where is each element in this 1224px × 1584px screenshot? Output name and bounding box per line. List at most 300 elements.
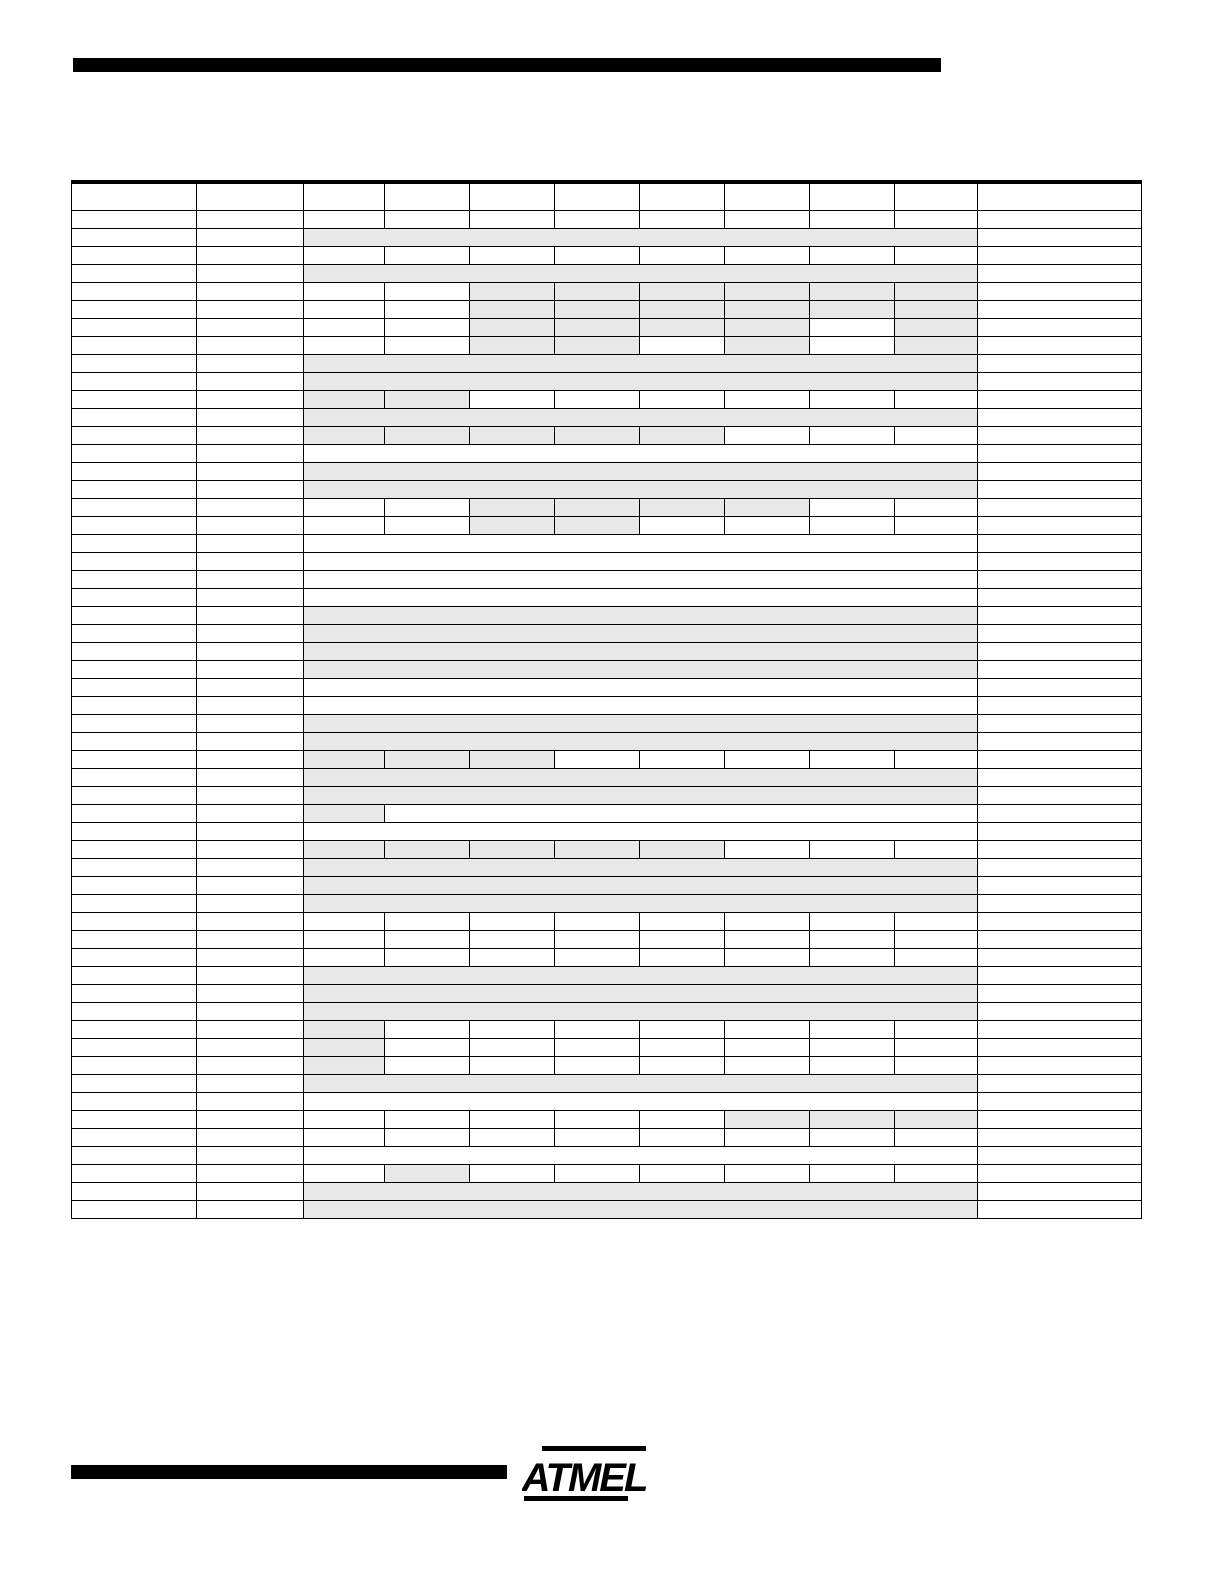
name-cell bbox=[197, 301, 304, 319]
page-cell bbox=[978, 679, 1142, 697]
table-row bbox=[72, 679, 1142, 697]
page-cell bbox=[978, 913, 1142, 931]
page-cell bbox=[978, 715, 1142, 733]
name-cell bbox=[197, 1111, 304, 1129]
bit-cell bbox=[895, 391, 978, 409]
bit-cell bbox=[810, 751, 895, 769]
reserved-bit-cell bbox=[725, 301, 810, 319]
name-cell bbox=[197, 679, 304, 697]
register-span-cell bbox=[304, 1093, 978, 1111]
name-cell bbox=[197, 1003, 304, 1021]
name-cell bbox=[197, 1057, 304, 1075]
bit-cell bbox=[304, 949, 385, 967]
bit-cell bbox=[640, 931, 725, 949]
bit-cell bbox=[810, 499, 895, 517]
name-cell bbox=[197, 1021, 304, 1039]
bit-cell bbox=[385, 337, 470, 355]
bit-cell bbox=[385, 247, 470, 265]
address-cell bbox=[72, 481, 197, 499]
bit-cell bbox=[304, 211, 385, 229]
bit-cell bbox=[895, 949, 978, 967]
bit-cell bbox=[555, 949, 640, 967]
page-cell bbox=[978, 571, 1142, 589]
table-row bbox=[72, 733, 1142, 751]
bit-cell bbox=[725, 841, 810, 859]
name-cell bbox=[197, 625, 304, 643]
reserved-bit-cell bbox=[470, 499, 555, 517]
reserved-bit-cell bbox=[304, 751, 385, 769]
bit-cell bbox=[385, 301, 470, 319]
reserved-span-cell bbox=[304, 967, 978, 985]
table-row bbox=[72, 697, 1142, 715]
reserved-bit-cell bbox=[725, 499, 810, 517]
bit-cell bbox=[385, 319, 470, 337]
bit-cell bbox=[810, 931, 895, 949]
table-row bbox=[72, 877, 1142, 895]
bit-cell bbox=[810, 319, 895, 337]
reserved-bit-cell bbox=[640, 841, 725, 859]
bit-cell bbox=[555, 1039, 640, 1057]
bit-cell bbox=[895, 517, 978, 535]
address-cell bbox=[72, 337, 197, 355]
bit-cell bbox=[304, 931, 385, 949]
page-cell bbox=[978, 841, 1142, 859]
reserved-bit-cell bbox=[470, 427, 555, 445]
name-cell bbox=[197, 877, 304, 895]
address-cell bbox=[72, 1039, 197, 1057]
page-cell bbox=[978, 697, 1142, 715]
bit-cell bbox=[725, 247, 810, 265]
bit-cell bbox=[555, 1129, 640, 1147]
reserved-bit-cell bbox=[895, 283, 978, 301]
reserved-bit-cell bbox=[810, 301, 895, 319]
table-row bbox=[72, 481, 1142, 499]
name-cell bbox=[197, 1039, 304, 1057]
bit-cell bbox=[385, 499, 470, 517]
address-cell bbox=[72, 823, 197, 841]
bit-cell bbox=[555, 1111, 640, 1129]
bit-cell bbox=[385, 949, 470, 967]
bit-cell bbox=[385, 1039, 470, 1057]
address-cell bbox=[72, 895, 197, 913]
page-cell bbox=[978, 751, 1142, 769]
reserved-bit-cell bbox=[304, 1021, 385, 1039]
bit-cell bbox=[385, 931, 470, 949]
reserved-span-cell bbox=[304, 607, 978, 625]
table-row bbox=[72, 301, 1142, 319]
bit-cell bbox=[810, 517, 895, 535]
reserved-span-cell bbox=[304, 409, 978, 427]
table-row bbox=[72, 1183, 1142, 1201]
reserved-bit-cell bbox=[385, 841, 470, 859]
reserved-span-cell bbox=[304, 355, 978, 373]
address-cell bbox=[72, 805, 197, 823]
table-row bbox=[72, 337, 1142, 355]
bit-cell bbox=[470, 211, 555, 229]
page-cell bbox=[978, 733, 1142, 751]
reserved-span-cell bbox=[304, 859, 978, 877]
bit-cell bbox=[555, 391, 640, 409]
table-row bbox=[72, 607, 1142, 625]
name-cell bbox=[197, 787, 304, 805]
table-row bbox=[72, 355, 1142, 373]
reserved-bit-cell bbox=[895, 337, 978, 355]
address-cell bbox=[72, 1075, 197, 1093]
bit-cell bbox=[555, 1165, 640, 1183]
bit-cell bbox=[470, 1057, 555, 1075]
bit-cell bbox=[895, 841, 978, 859]
header-cell bbox=[978, 184, 1142, 211]
bit-cell bbox=[304, 499, 385, 517]
bit-cell bbox=[470, 1129, 555, 1147]
reserved-bit-cell bbox=[895, 1111, 978, 1129]
reserved-span-cell bbox=[304, 1075, 978, 1093]
bit-cell bbox=[640, 517, 725, 535]
bit-cell bbox=[640, 1057, 725, 1075]
reserved-span-cell bbox=[304, 769, 978, 787]
reserved-bit-cell bbox=[385, 751, 470, 769]
bit-cell bbox=[810, 211, 895, 229]
page-cell bbox=[978, 229, 1142, 247]
page-cell bbox=[978, 931, 1142, 949]
name-cell bbox=[197, 319, 304, 337]
reserved-bit-cell bbox=[304, 1057, 385, 1075]
bit-cell bbox=[385, 283, 470, 301]
reserved-bit-cell bbox=[555, 517, 640, 535]
bit-cell bbox=[555, 211, 640, 229]
bit-cell bbox=[725, 1129, 810, 1147]
name-cell bbox=[197, 571, 304, 589]
reserved-bit-cell bbox=[555, 319, 640, 337]
register-span-cell bbox=[304, 589, 978, 607]
bit-cell bbox=[640, 247, 725, 265]
table-row bbox=[72, 409, 1142, 427]
reserved-bit-cell bbox=[470, 283, 555, 301]
bit-cell bbox=[725, 1039, 810, 1057]
reserved-bit-cell bbox=[470, 337, 555, 355]
header-cell bbox=[810, 184, 895, 211]
reserved-bit-cell bbox=[640, 427, 725, 445]
bit-cell bbox=[385, 1129, 470, 1147]
address-cell bbox=[72, 841, 197, 859]
address-cell bbox=[72, 589, 197, 607]
reserved-bit-cell bbox=[555, 499, 640, 517]
reserved-span-cell bbox=[304, 625, 978, 643]
page-cell bbox=[978, 1057, 1142, 1075]
table-row bbox=[72, 247, 1142, 265]
reserved-bit-cell bbox=[304, 1039, 385, 1057]
address-cell bbox=[72, 211, 197, 229]
page-cell bbox=[978, 985, 1142, 1003]
register-span-cell bbox=[304, 1147, 978, 1165]
bit-cell bbox=[304, 337, 385, 355]
bit-cell bbox=[304, 1129, 385, 1147]
name-cell bbox=[197, 463, 304, 481]
reserved-span-cell bbox=[304, 1003, 978, 1021]
table-body bbox=[72, 184, 1142, 1219]
page-cell bbox=[978, 1093, 1142, 1111]
table-row bbox=[72, 1075, 1142, 1093]
page-cell bbox=[978, 265, 1142, 283]
header-cell bbox=[470, 184, 555, 211]
bit-cell bbox=[470, 1039, 555, 1057]
bit-cell bbox=[725, 1165, 810, 1183]
register-span-cell bbox=[385, 805, 978, 823]
name-cell bbox=[197, 697, 304, 715]
page-cell bbox=[978, 355, 1142, 373]
page-cell bbox=[978, 823, 1142, 841]
bit-cell bbox=[640, 211, 725, 229]
register-span-cell bbox=[304, 697, 978, 715]
bit-cell bbox=[895, 1165, 978, 1183]
address-cell bbox=[72, 751, 197, 769]
bit-cell bbox=[810, 247, 895, 265]
bit-cell bbox=[895, 1129, 978, 1147]
page-cell bbox=[978, 805, 1142, 823]
register-span-cell bbox=[304, 823, 978, 841]
page-cell bbox=[978, 553, 1142, 571]
table-row bbox=[72, 1129, 1142, 1147]
page-cell bbox=[978, 247, 1142, 265]
address-cell bbox=[72, 1183, 197, 1201]
reserved-bit-cell bbox=[640, 499, 725, 517]
header-cell bbox=[895, 184, 978, 211]
bit-cell bbox=[555, 751, 640, 769]
name-cell bbox=[197, 949, 304, 967]
footer-rule bbox=[71, 1465, 507, 1479]
register-span-cell bbox=[304, 535, 978, 553]
bit-cell bbox=[810, 427, 895, 445]
name-cell bbox=[197, 265, 304, 283]
page-cell bbox=[978, 373, 1142, 391]
reserved-bit-cell bbox=[470, 841, 555, 859]
address-cell bbox=[72, 877, 197, 895]
page-cell bbox=[978, 1003, 1142, 1021]
table-row bbox=[72, 1147, 1142, 1165]
header-rule bbox=[73, 58, 941, 72]
bit-cell bbox=[640, 751, 725, 769]
table-row bbox=[72, 1201, 1142, 1219]
name-cell bbox=[197, 499, 304, 517]
table-row bbox=[72, 445, 1142, 463]
table-row bbox=[72, 1093, 1142, 1111]
reserved-bit-cell bbox=[725, 337, 810, 355]
address-cell bbox=[72, 427, 197, 445]
bit-cell bbox=[810, 913, 895, 931]
name-cell bbox=[197, 733, 304, 751]
bit-cell bbox=[725, 1021, 810, 1039]
bit-cell bbox=[725, 751, 810, 769]
reserved-bit-cell bbox=[470, 319, 555, 337]
bit-cell bbox=[895, 1057, 978, 1075]
reserved-span-cell bbox=[304, 877, 978, 895]
reserved-bit-cell bbox=[304, 805, 385, 823]
table-row bbox=[72, 499, 1142, 517]
name-cell bbox=[197, 1165, 304, 1183]
address-cell bbox=[72, 1111, 197, 1129]
address-cell bbox=[72, 571, 197, 589]
address-cell bbox=[72, 301, 197, 319]
table-row bbox=[72, 1111, 1142, 1129]
name-cell bbox=[197, 823, 304, 841]
table-row bbox=[72, 985, 1142, 1003]
bit-cell bbox=[640, 913, 725, 931]
address-cell bbox=[72, 1003, 197, 1021]
address-cell bbox=[72, 733, 197, 751]
bit-cell bbox=[385, 913, 470, 931]
logo-wordmark: ATMEL bbox=[522, 1456, 647, 1500]
name-cell bbox=[197, 283, 304, 301]
page-cell bbox=[978, 283, 1142, 301]
table-row bbox=[72, 1057, 1142, 1075]
header-cell bbox=[304, 184, 385, 211]
register-summary-table bbox=[71, 183, 1142, 1219]
address-cell bbox=[72, 643, 197, 661]
name-cell bbox=[197, 409, 304, 427]
table-row bbox=[72, 265, 1142, 283]
name-cell bbox=[197, 805, 304, 823]
table-row bbox=[72, 517, 1142, 535]
bit-cell bbox=[810, 391, 895, 409]
reserved-span-cell bbox=[304, 733, 978, 751]
table-row bbox=[72, 211, 1142, 229]
address-cell bbox=[72, 1129, 197, 1147]
page-cell bbox=[978, 859, 1142, 877]
name-cell bbox=[197, 229, 304, 247]
bit-cell bbox=[810, 949, 895, 967]
reserved-bit-cell bbox=[810, 1111, 895, 1129]
table-row bbox=[72, 661, 1142, 679]
bit-cell bbox=[304, 319, 385, 337]
table-row bbox=[72, 463, 1142, 481]
page-cell bbox=[978, 481, 1142, 499]
bit-cell bbox=[555, 247, 640, 265]
bit-cell bbox=[555, 1021, 640, 1039]
page-cell bbox=[978, 643, 1142, 661]
table-row bbox=[72, 751, 1142, 769]
reserved-bit-cell bbox=[470, 751, 555, 769]
reserved-span-cell bbox=[304, 1183, 978, 1201]
bit-cell bbox=[640, 1039, 725, 1057]
name-cell bbox=[197, 553, 304, 571]
header-cell bbox=[197, 184, 304, 211]
bit-cell bbox=[385, 1021, 470, 1039]
bit-cell bbox=[555, 931, 640, 949]
name-cell bbox=[197, 1201, 304, 1219]
reserved-bit-cell bbox=[385, 427, 470, 445]
name-cell bbox=[197, 859, 304, 877]
table-row bbox=[72, 787, 1142, 805]
name-cell bbox=[197, 769, 304, 787]
register-summary-table-container bbox=[71, 180, 1142, 1219]
bit-cell bbox=[640, 1129, 725, 1147]
reserved-bit-cell bbox=[725, 319, 810, 337]
bit-cell bbox=[895, 1021, 978, 1039]
reserved-bit-cell bbox=[385, 391, 470, 409]
page-cell bbox=[978, 625, 1142, 643]
name-cell bbox=[197, 517, 304, 535]
reserved-bit-cell bbox=[304, 391, 385, 409]
address-cell bbox=[72, 661, 197, 679]
bit-cell bbox=[304, 1165, 385, 1183]
bit-cell bbox=[640, 1165, 725, 1183]
reserved-span-cell bbox=[304, 1201, 978, 1219]
bit-cell bbox=[470, 913, 555, 931]
page-cell bbox=[978, 589, 1142, 607]
bit-cell bbox=[640, 1021, 725, 1039]
address-cell bbox=[72, 517, 197, 535]
name-cell bbox=[197, 841, 304, 859]
page-cell bbox=[978, 1129, 1142, 1147]
bit-cell bbox=[470, 1165, 555, 1183]
address-cell bbox=[72, 967, 197, 985]
name-cell bbox=[197, 1183, 304, 1201]
reserved-span-cell bbox=[304, 265, 978, 283]
address-cell bbox=[72, 1201, 197, 1219]
bit-cell bbox=[385, 211, 470, 229]
address-cell bbox=[72, 463, 197, 481]
table-row bbox=[72, 427, 1142, 445]
reserved-bit-cell bbox=[640, 319, 725, 337]
reserved-bit-cell bbox=[470, 517, 555, 535]
table-row bbox=[72, 895, 1142, 913]
table-row bbox=[72, 1021, 1142, 1039]
page-cell bbox=[978, 319, 1142, 337]
register-span-cell bbox=[304, 571, 978, 589]
table-row bbox=[72, 913, 1142, 931]
bit-cell bbox=[895, 427, 978, 445]
bit-cell bbox=[470, 391, 555, 409]
address-cell bbox=[72, 1057, 197, 1075]
bit-cell bbox=[725, 427, 810, 445]
reserved-span-cell bbox=[304, 661, 978, 679]
page-cell bbox=[978, 337, 1142, 355]
name-cell bbox=[197, 661, 304, 679]
bit-cell bbox=[555, 913, 640, 931]
name-cell bbox=[197, 445, 304, 463]
address-cell bbox=[72, 625, 197, 643]
address-cell bbox=[72, 373, 197, 391]
bit-cell bbox=[725, 517, 810, 535]
reserved-span-cell bbox=[304, 643, 978, 661]
address-cell bbox=[72, 949, 197, 967]
bit-cell bbox=[385, 517, 470, 535]
bit-cell bbox=[810, 1021, 895, 1039]
bit-cell bbox=[725, 391, 810, 409]
bit-cell bbox=[725, 913, 810, 931]
bit-cell bbox=[555, 1057, 640, 1075]
name-cell bbox=[197, 985, 304, 1003]
page-cell bbox=[978, 895, 1142, 913]
bit-cell bbox=[470, 1021, 555, 1039]
reserved-bit-cell bbox=[304, 841, 385, 859]
table-row bbox=[72, 931, 1142, 949]
name-cell bbox=[197, 589, 304, 607]
page-cell bbox=[978, 787, 1142, 805]
reserved-bit-cell bbox=[895, 301, 978, 319]
table-row bbox=[72, 949, 1142, 967]
bit-cell bbox=[895, 931, 978, 949]
bit-cell bbox=[895, 211, 978, 229]
address-cell bbox=[72, 229, 197, 247]
reserved-bit-cell bbox=[895, 319, 978, 337]
name-cell bbox=[197, 643, 304, 661]
name-cell bbox=[197, 715, 304, 733]
table-row bbox=[72, 571, 1142, 589]
reserved-bit-cell bbox=[725, 1111, 810, 1129]
reserved-bit-cell bbox=[304, 427, 385, 445]
name-cell bbox=[197, 211, 304, 229]
